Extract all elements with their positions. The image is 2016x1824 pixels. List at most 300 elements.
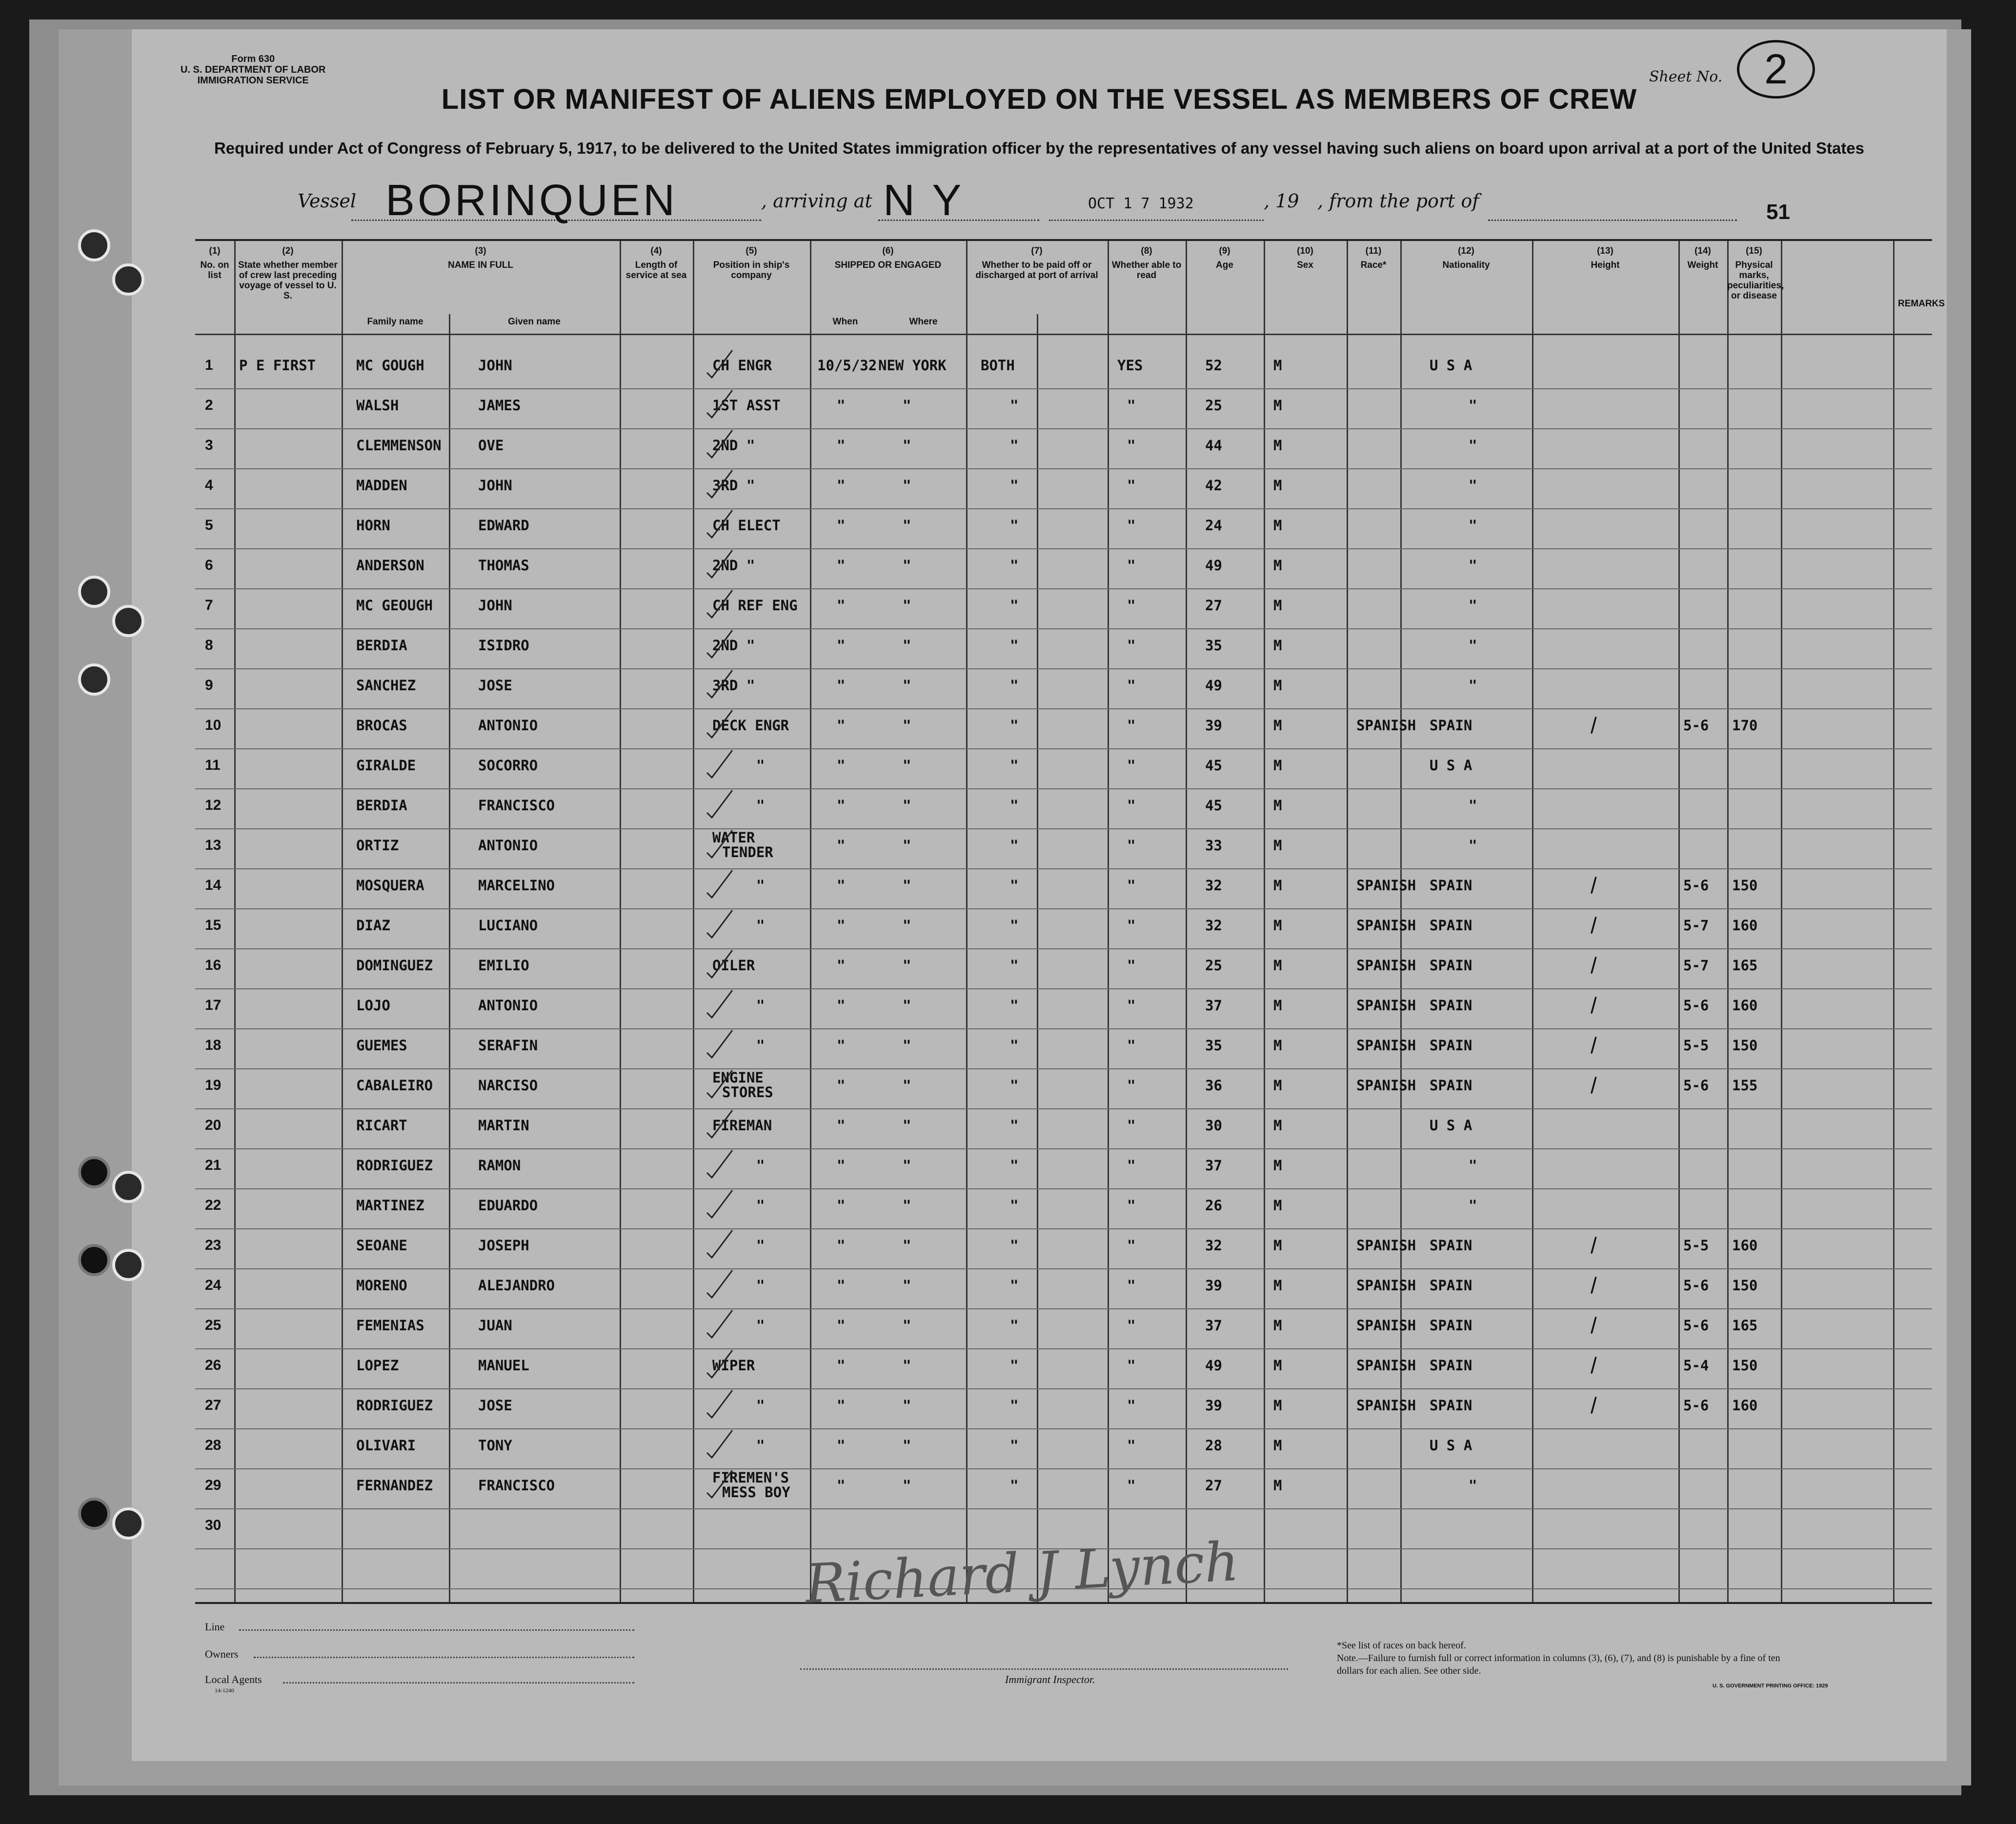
cell-family: CLEMMENSON	[356, 437, 442, 454]
cell-given: THOMAS	[478, 557, 529, 574]
cell-n: 30	[205, 1517, 222, 1533]
date-stamp: OCT 1 7 1932	[1088, 195, 1194, 212]
cell-n: 10	[205, 717, 222, 733]
tick-slash: /	[1591, 1273, 1597, 1298]
cell-where: "	[903, 1397, 911, 1414]
cell-age: 49	[1205, 1357, 1222, 1374]
cell-age: 25	[1205, 397, 1222, 414]
crew-row	[195, 1068, 1932, 1108]
cell-when: "	[837, 397, 846, 414]
cell-family: MARTINEZ	[356, 1197, 424, 1214]
cell-read: "	[1127, 1397, 1136, 1414]
crew-row	[195, 1268, 1932, 1308]
cell-paid: "	[1010, 717, 1019, 734]
cell-read: "	[1127, 837, 1136, 854]
cell-given: ALEJANDRO	[478, 1277, 555, 1294]
vessel-name: BORINQUEN	[385, 176, 678, 225]
cell-n: 9	[205, 677, 213, 693]
cell-position: "	[756, 1197, 765, 1214]
cell-race: SPANISH	[1356, 957, 1416, 974]
cell-height: 5-6	[1683, 997, 1709, 1014]
binder-hole	[112, 1507, 144, 1540]
cell-when: "	[837, 1117, 846, 1134]
binder-hole	[112, 1171, 144, 1203]
cell-when: "	[837, 1397, 846, 1414]
cell-position: "	[756, 917, 765, 934]
crew-row	[195, 948, 1932, 988]
cell-when: "	[837, 917, 846, 934]
column-label: NAME IN FULL	[447, 260, 514, 270]
cell-race: SPANISH	[1356, 1237, 1416, 1254]
cell-given: LUCIANO	[478, 917, 538, 934]
cell-n: 1	[205, 357, 213, 373]
cell-sex: M	[1273, 957, 1282, 974]
cell-sex: M	[1273, 1077, 1282, 1094]
column-header	[1264, 246, 1347, 270]
tick-mark	[705, 827, 734, 862]
cell-when: "	[837, 877, 846, 894]
cell-nationality: SPAIN	[1430, 917, 1472, 934]
cell-when: "	[837, 1317, 846, 1334]
column-label: SHIPPED OR ENGAGED	[834, 260, 942, 270]
cell-when: "	[837, 677, 846, 694]
cell-race: SPANISH	[1356, 997, 1416, 1014]
line-field	[239, 1629, 634, 1631]
crew-row	[195, 628, 1932, 668]
cell-family: GIRALDE	[356, 757, 416, 774]
cell-paid: "	[1010, 1477, 1019, 1494]
cell-n: 20	[205, 1117, 222, 1133]
tick-mark	[705, 1107, 734, 1142]
cell-age: 32	[1205, 1237, 1222, 1254]
crew-row	[195, 828, 1932, 868]
cell-paid: "	[1010, 917, 1019, 934]
cell-sex: M	[1273, 997, 1282, 1014]
cell-n: 5	[205, 517, 213, 533]
tick-mark	[705, 747, 734, 782]
cell-nationality: "	[1469, 397, 1477, 414]
cell-given: FRANCISCO	[478, 1477, 555, 1494]
cell-nationality: SPAIN	[1430, 877, 1472, 894]
cell-where: "	[903, 1077, 911, 1094]
cell-sex: M	[1273, 837, 1282, 854]
column-number: (9)	[1219, 246, 1230, 256]
cell-age: 45	[1205, 797, 1222, 814]
tick-mark	[705, 587, 734, 621]
cell-sex: M	[1273, 757, 1282, 774]
cell-where: "	[903, 597, 911, 614]
cell-family: MOSQUERA	[356, 877, 424, 894]
cell-nationality: SPAIN	[1430, 1037, 1472, 1054]
column-number: (8)	[1141, 246, 1152, 256]
cell-read: "	[1127, 1317, 1136, 1334]
cell-weight: 160	[1732, 1237, 1758, 1254]
cell-weight: 165	[1732, 1317, 1758, 1334]
cell-family: BROCAS	[356, 717, 407, 734]
cell-n: 22	[205, 1197, 222, 1213]
column-label: Race*	[1360, 260, 1387, 270]
cell-nationality: SPAIN	[1430, 717, 1472, 734]
cell-paid: "	[1010, 397, 1019, 414]
tick-slash: /	[1591, 913, 1597, 938]
cell-read: "	[1127, 597, 1136, 614]
cell-age: 35	[1205, 637, 1222, 654]
cell-race: SPANISH	[1356, 1397, 1416, 1414]
cell-where: "	[903, 1437, 911, 1454]
tick-slash: /	[1591, 713, 1597, 738]
cell-family: HORN	[356, 517, 390, 534]
cell-race: SPANISH	[1356, 1277, 1416, 1294]
cell-family: DOMINGUEZ	[356, 957, 433, 974]
cell-nationality: SPAIN	[1430, 1277, 1472, 1294]
cell-given: JOSE	[478, 1397, 512, 1414]
column-header	[1108, 246, 1186, 281]
crew-row	[195, 668, 1932, 708]
cell-paid: "	[1010, 877, 1019, 894]
cell-given: EMILIO	[478, 957, 529, 974]
cell-position: CH ELECT	[712, 517, 781, 534]
cell-position: "	[756, 797, 765, 814]
cell-n: 6	[205, 557, 213, 573]
signature-line	[800, 1668, 1288, 1670]
cell-read: "	[1127, 677, 1136, 694]
crew-row	[195, 1148, 1932, 1188]
column-header	[620, 246, 693, 281]
crew-row	[195, 1108, 1932, 1148]
cell-when: "	[837, 1037, 846, 1054]
tick-mark	[705, 1147, 734, 1182]
cell-n: 14	[205, 877, 222, 893]
cell-sex: M	[1273, 637, 1282, 654]
cell-read: "	[1127, 1237, 1136, 1254]
cell-age: 25	[1205, 957, 1222, 974]
cell-position: 2ND "	[712, 637, 755, 654]
binder-hole	[112, 263, 144, 296]
year-label: , 19	[1264, 190, 1299, 212]
column-header	[966, 246, 1108, 281]
cell-given: ANTONIO	[478, 717, 538, 734]
crew-row	[195, 1388, 1932, 1428]
cell-weight: 150	[1732, 1037, 1758, 1054]
manifest-page	[132, 29, 1947, 1761]
cell-n: 12	[205, 797, 222, 813]
cell-n: 2	[205, 397, 213, 413]
cell-race: SPANISH	[1356, 1357, 1416, 1374]
cell-given: ANTONIO	[478, 997, 538, 1014]
cell-paid: "	[1010, 1437, 1019, 1454]
cell-where: "	[903, 717, 911, 734]
cell-n: 26	[205, 1357, 222, 1373]
tick-slash: /	[1591, 1033, 1597, 1058]
cell-when: "	[837, 1477, 846, 1494]
cell-nationality: SPAIN	[1430, 1237, 1472, 1254]
line-label: Line	[205, 1621, 225, 1633]
column-number: (10)	[1297, 246, 1313, 256]
cell-given: JOHN	[478, 477, 512, 494]
cell-n: 18	[205, 1037, 222, 1053]
cell-paid: "	[1010, 797, 1019, 814]
cell-sex: M	[1273, 1157, 1282, 1174]
subcolumn-header: Family name	[367, 317, 423, 327]
cell-paid: "	[1010, 437, 1019, 454]
cell-read: "	[1127, 1477, 1136, 1494]
cell-read: "	[1127, 997, 1136, 1014]
column-header	[1532, 246, 1678, 270]
cell-family: SEOANE	[356, 1237, 407, 1254]
binder-hole	[112, 605, 144, 637]
cell-position: "	[756, 1397, 765, 1414]
crew-row	[195, 1428, 1932, 1468]
tick-slash: /	[1591, 1313, 1597, 1338]
crew-row	[195, 1468, 1932, 1508]
manifest-title: LIST OR MANIFEST OF ALIENS EMPLOYED ON THE VESSEL AS MEMBERS OF CREW	[441, 83, 1637, 115]
cell-age: 42	[1205, 477, 1222, 494]
cell-n: 8	[205, 637, 213, 653]
cell-nationality: SPAIN	[1430, 1077, 1472, 1094]
column-number: (5)	[746, 246, 757, 256]
cell-n: 7	[205, 597, 213, 613]
cell-when: "	[837, 1197, 846, 1214]
cell-when: "	[837, 1237, 846, 1254]
cell-family: ORTIZ	[356, 837, 399, 854]
cell-read: "	[1127, 1157, 1136, 1174]
column-header	[1347, 246, 1400, 270]
subcolumn-header: When	[832, 317, 858, 327]
column-header	[1678, 246, 1727, 270]
cell-where: "	[903, 397, 911, 414]
cell-n: 28	[205, 1437, 222, 1453]
column-label: Weight	[1687, 260, 1718, 270]
crew-row	[195, 1308, 1932, 1348]
tick-mark	[705, 867, 734, 902]
cell-given: JOSE	[478, 677, 512, 694]
cell-position: "	[756, 1317, 765, 1334]
cell-height: 5-6	[1683, 877, 1709, 894]
cell-age: 26	[1205, 1197, 1222, 1214]
cell-given: ANTONIO	[478, 837, 538, 854]
cell-sex: M	[1273, 1197, 1282, 1214]
cell-read: "	[1127, 877, 1136, 894]
form-number: Form 630	[231, 54, 275, 64]
binder-hole	[78, 1156, 110, 1188]
cell-nationality: U S A	[1430, 357, 1472, 374]
cell-nationality: "	[1469, 1157, 1477, 1174]
column-number: (4)	[650, 246, 662, 256]
tick-slash: /	[1591, 873, 1597, 898]
cell-given: OVE	[478, 437, 504, 454]
cell-age: 32	[1205, 877, 1222, 894]
tick-mark	[705, 1227, 734, 1262]
column-number: (11)	[1365, 246, 1382, 256]
owners-label: Owners	[205, 1648, 239, 1660]
cell-paid: "	[1010, 1397, 1019, 1414]
cell-when: "	[837, 517, 846, 534]
printer-credit: U. S. GOVERNMENT PRINTING OFFICE: 1929	[1713, 1683, 1828, 1689]
cell-read: "	[1127, 557, 1136, 574]
cell-when: "	[837, 597, 846, 614]
cell-when: "	[837, 557, 846, 574]
cell-position: OILER	[712, 957, 755, 974]
form-identifier	[181, 54, 325, 86]
cell-position: DECK ENGR	[712, 717, 789, 734]
cell-position: "	[756, 1277, 765, 1294]
column-label: Height	[1591, 260, 1620, 270]
cell-read: "	[1127, 1077, 1136, 1094]
cell-given: SERAFIN	[478, 1037, 538, 1054]
cell-read: YES	[1117, 357, 1143, 374]
cell-nationality: "	[1469, 477, 1477, 494]
crew-row	[195, 388, 1932, 428]
cell-age: 32	[1205, 917, 1222, 934]
cell-given: MARCELINO	[478, 877, 555, 894]
cell-read: "	[1127, 1117, 1136, 1134]
tick-slash: /	[1591, 1233, 1597, 1258]
cell-nationality: "	[1469, 637, 1477, 654]
column-number: (6)	[882, 246, 894, 256]
binder-hole	[78, 576, 110, 608]
cell-sex: M	[1273, 877, 1282, 894]
cell-n: 15	[205, 917, 222, 933]
cell-nationality: "	[1469, 597, 1477, 614]
cell-where: "	[903, 957, 911, 974]
tick-mark	[705, 627, 734, 661]
cell-when: "	[837, 1277, 846, 1294]
cell-position: 2ND "	[712, 557, 755, 574]
cell-where: "	[903, 757, 911, 774]
cell-position: ENGINE	[712, 1069, 764, 1086]
cell-given: JOHN	[478, 357, 512, 374]
subcolumn-header: Where	[909, 317, 938, 327]
sheet-number: 2	[1737, 40, 1815, 99]
cell-sex: M	[1273, 437, 1282, 454]
cell-age: 39	[1205, 717, 1222, 734]
cell-where: "	[903, 1117, 911, 1134]
cell-age: 39	[1205, 1277, 1222, 1294]
cell-nationality: "	[1469, 437, 1477, 454]
cell-position: CH REF ENG	[712, 597, 798, 614]
tick-mark	[705, 1427, 734, 1462]
cell-n: 24	[205, 1277, 222, 1293]
tick-mark	[705, 1347, 734, 1382]
cell-position: "	[756, 1037, 765, 1054]
crew-row	[195, 908, 1932, 948]
cell-paid: "	[1010, 957, 1019, 974]
cell-sex: M	[1273, 1357, 1282, 1374]
cell-nationality: U S A	[1430, 1437, 1472, 1454]
column-header	[1898, 295, 1945, 309]
cell-weight: 160	[1732, 917, 1758, 934]
cell-read: "	[1127, 437, 1136, 454]
cell-when: "	[837, 437, 846, 454]
tick-mark	[705, 787, 734, 822]
crew-row	[195, 1028, 1932, 1068]
cell-given: TONY	[478, 1437, 512, 1454]
cell-where: "	[903, 1157, 911, 1174]
cell-when: "	[837, 637, 846, 654]
column-label: Length of service at sea	[625, 260, 687, 281]
cell-sex: M	[1273, 357, 1282, 374]
cell-when: "	[837, 477, 846, 494]
cell-nationality: SPAIN	[1430, 1357, 1472, 1374]
cell-position: FIREMEN'S	[712, 1469, 789, 1486]
column-label: Nationality	[1442, 260, 1490, 270]
cell-when: "	[837, 717, 846, 734]
cell-height: 5-7	[1683, 917, 1709, 934]
cell-n: 19	[205, 1077, 222, 1093]
cell-position: "	[756, 1437, 765, 1454]
cell-family: WALSH	[356, 397, 399, 414]
from-port-underline	[1488, 220, 1737, 221]
cell-family: SANCHEZ	[356, 677, 416, 694]
tick-slash: /	[1591, 1073, 1597, 1098]
cell-nationality: U S A	[1430, 1117, 1472, 1134]
cell-where: "	[903, 877, 911, 894]
cell-family: RICART	[356, 1117, 407, 1134]
cell-n: 17	[205, 997, 222, 1013]
cell-paid: "	[1010, 677, 1019, 694]
cell-position: "	[756, 757, 765, 774]
column-label: State whether member of crew last preceding voyage of vessel to U. S.	[238, 260, 338, 301]
cell-family: CABALEIRO	[356, 1077, 433, 1094]
cell-paid: "	[1010, 1277, 1019, 1294]
cell-read: "	[1127, 1437, 1136, 1454]
cell-position: "	[756, 997, 765, 1014]
cell-when: "	[837, 1437, 846, 1454]
cell-n: 27	[205, 1397, 222, 1413]
cell-position-line2: STORES	[722, 1084, 773, 1101]
column-number: (13)	[1597, 246, 1613, 256]
cell-family: GUEMES	[356, 1037, 407, 1054]
cell-nationality: SPAIN	[1430, 1317, 1472, 1334]
tick-mark	[705, 347, 734, 381]
cell-paid: "	[1010, 1237, 1019, 1254]
cell-where: "	[903, 1277, 911, 1294]
page-number: 51	[1766, 200, 1790, 224]
cell-race: SPANISH	[1356, 717, 1416, 734]
cell-given: JAMES	[478, 397, 521, 414]
cell-paid: "	[1010, 1117, 1019, 1134]
cell-given: MANUEL	[478, 1357, 529, 1374]
cell-height: 5-6	[1683, 1277, 1709, 1294]
binder-hole	[112, 1249, 144, 1281]
inspector-signature: Richard J Lynch	[804, 1530, 1241, 1616]
tick-slash: /	[1591, 1353, 1597, 1378]
crew-row	[195, 868, 1932, 908]
cell-read: "	[1127, 797, 1136, 814]
column-label: No. on list	[200, 260, 229, 281]
cell-nationality: SPAIN	[1430, 997, 1472, 1014]
column-header	[342, 246, 620, 270]
cell-position: 3RD "	[712, 477, 755, 494]
arriving-port: N Y	[883, 176, 965, 225]
tick-mark	[705, 1187, 734, 1222]
cell-when: "	[837, 1157, 846, 1174]
cell-race: SPANISH	[1356, 1317, 1416, 1334]
column-number: (1)	[209, 246, 221, 256]
cell-age: 37	[1205, 1317, 1222, 1334]
column-label: Whether to be paid off or discharged at port of arrival	[975, 260, 1098, 281]
column-label: Age	[1216, 260, 1233, 270]
cell-given: RAMON	[478, 1157, 521, 1174]
cell-sex: M	[1273, 397, 1282, 414]
cell-family: OLIVARI	[356, 1437, 416, 1454]
cell-weight: 165	[1732, 957, 1758, 974]
column-header	[810, 246, 966, 270]
cell-read: "	[1127, 477, 1136, 494]
cell-sex: M	[1273, 1437, 1282, 1454]
cell-nationality: "	[1469, 517, 1477, 534]
tick-slash: /	[1591, 953, 1597, 978]
